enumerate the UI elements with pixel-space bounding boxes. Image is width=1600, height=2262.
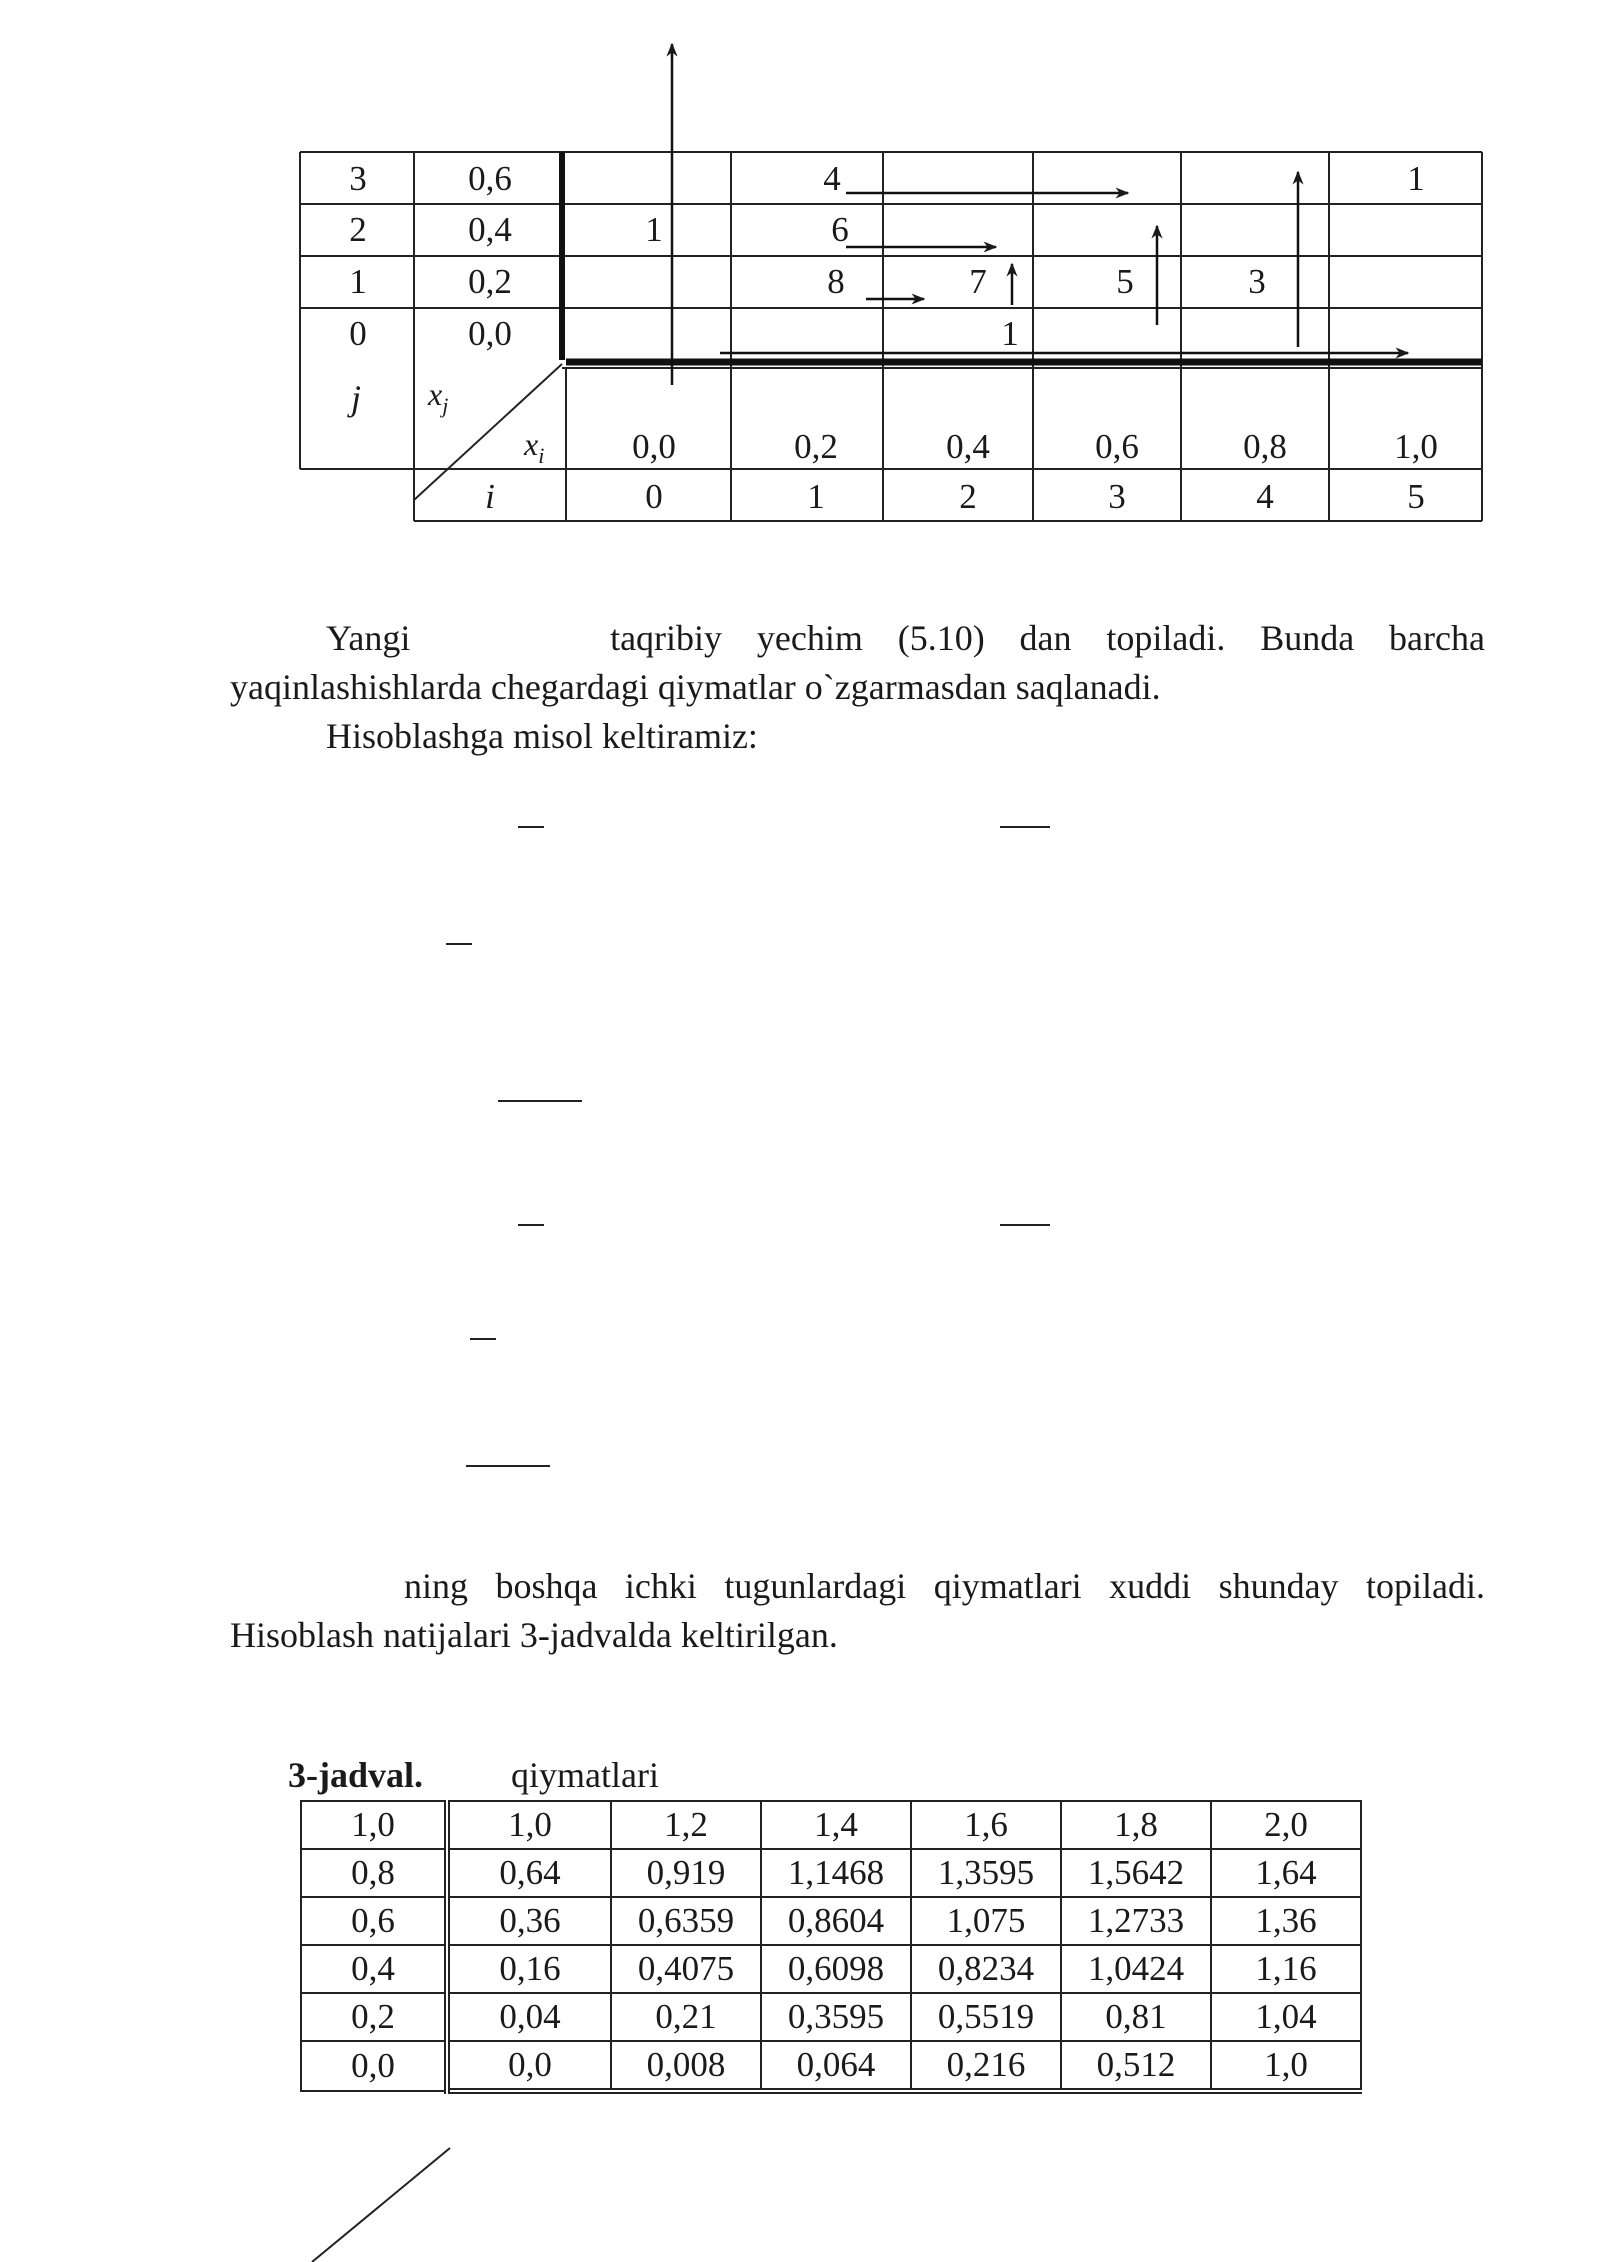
table-cell: 1,2733 — [1061, 1897, 1211, 1945]
row-xj-label: 0,4 — [468, 210, 512, 249]
row-label: 0,6 — [301, 1897, 447, 1945]
fraction-bar — [1000, 1224, 1050, 1226]
table-caption-text: qiymatlari — [511, 1755, 659, 1795]
row-xj-label: 0,2 — [468, 262, 512, 301]
order-number: 3 — [1248, 262, 1266, 301]
word: tugunlardagi — [724, 1566, 907, 1606]
table-cell: 1,0 — [1211, 2041, 1361, 2091]
order-number: 1 — [645, 210, 663, 249]
table-cell: 0,512 — [1061, 2041, 1211, 2091]
paragraph-3-line-2: Hisoblash natijalari 3-jadvalda keltirilgan. — [230, 1615, 838, 1655]
row-label: 1,0 — [301, 1801, 447, 1849]
row-j-label: 3 — [349, 159, 367, 198]
order-number: 5 — [1116, 262, 1134, 301]
word: topiladi. — [1106, 618, 1226, 658]
table-cell: 0,3595 — [761, 1993, 911, 2041]
word: ning — [404, 1566, 469, 1606]
xi-value: 0,0 — [632, 427, 676, 466]
table-cell: 0,008 — [611, 2041, 761, 2091]
table-cell: 0,0 — [447, 2041, 611, 2091]
table-cell: 1,6 — [911, 1801, 1061, 1849]
i-value: 0 — [645, 477, 663, 516]
table-cell: 0,4075 — [611, 1945, 761, 1993]
table-row — [301, 1945, 1361, 1993]
table-cell: 0,6098 — [761, 1945, 911, 1993]
row-label: 0,0 — [301, 2041, 447, 2091]
xi-axis-label: $x_i$ — [524, 426, 545, 468]
order-number: 8 — [827, 262, 845, 301]
fraction-bar — [446, 943, 472, 945]
word: ichki — [624, 1566, 697, 1606]
table-cell: 0,216 — [911, 2041, 1061, 2091]
xi-value: 1,0 — [1394, 427, 1438, 466]
word: boshqa — [495, 1566, 598, 1606]
table-cell: 0,8234 — [911, 1945, 1061, 1993]
word: Yangi — [326, 618, 411, 658]
j-axis-label: j — [350, 378, 362, 418]
xi-value: 0,6 — [1095, 427, 1139, 466]
table-cell: 0,5519 — [911, 1993, 1061, 2041]
row-label: 0,2 — [301, 1993, 447, 2041]
word: taqribiy — [610, 618, 723, 658]
corner-diagonal-line — [312, 2148, 450, 2262]
table-cell: 0,8604 — [761, 1897, 911, 1945]
table-cell: 0,6359 — [611, 1897, 761, 1945]
row-j-label: 2 — [349, 210, 367, 249]
table-cell: 1,0424 — [1061, 1945, 1211, 1993]
i-value: 3 — [1108, 477, 1126, 516]
table-cell: 1,8 — [1061, 1801, 1211, 1849]
fraction-bar — [498, 1100, 582, 1102]
row-j-label: 0 — [349, 314, 367, 353]
xi-value: 0,8 — [1243, 427, 1287, 466]
table-cell: 0,04 — [447, 1993, 611, 2041]
fraction-bar — [1000, 826, 1050, 828]
word: dan — [1019, 618, 1072, 658]
i-value: 5 — [1407, 477, 1425, 516]
word: shunday — [1218, 1566, 1339, 1606]
table-cell: 0,21 — [611, 1993, 761, 2041]
table-cell: 0,64 — [447, 1849, 611, 1897]
paragraph-3 — [230, 1562, 1485, 1660]
word: xuddi — [1109, 1566, 1192, 1606]
word: barcha — [1389, 618, 1485, 658]
fraction-bar — [470, 1338, 496, 1340]
table-cell: 1,1468 — [761, 1849, 911, 1897]
table-row — [301, 2041, 1361, 2091]
order-number: 1 — [1407, 159, 1425, 198]
table-row — [301, 1993, 1361, 2041]
fraction-bar — [518, 826, 544, 828]
traversal-arrows — [672, 44, 1408, 385]
word: (5.10) — [897, 618, 985, 658]
grid-diagram — [0, 0, 1600, 560]
i-value: 1 — [807, 477, 825, 516]
table-cell: 1,16 — [1211, 1945, 1361, 1993]
table-cell: 0,16 — [447, 1945, 611, 1993]
table-cell: 0,919 — [611, 1849, 761, 1897]
word: yechim — [756, 618, 863, 658]
paragraph-1 — [230, 614, 1485, 761]
table-row — [301, 1801, 1361, 1849]
i-value: 2 — [959, 477, 977, 516]
table-corner-diagonal — [0, 2130, 1600, 2262]
xj-axis-label: $x_j$ — [428, 376, 449, 418]
fraction-bar — [518, 1224, 544, 1226]
row-xj-label: 0,0 — [468, 314, 512, 353]
table-cell: 1,04 — [1211, 1993, 1361, 2041]
paragraph-1-line-2: yaqinlashishlarda chegardagi qiymatlar o`zgarmasdan saqlanadi. — [230, 667, 1161, 707]
row-j-label: 1 — [349, 262, 367, 301]
order-number: 4 — [823, 159, 841, 198]
fraction-bar — [466, 1465, 550, 1467]
table-cell: 1,36 — [1211, 1897, 1361, 1945]
table-cell: 0,81 — [1061, 1993, 1211, 2041]
results-table — [300, 1800, 1362, 2094]
word: Bunda — [1260, 618, 1355, 658]
table-cell: 1,2 — [611, 1801, 761, 1849]
table-cell: 1,0 — [447, 1801, 611, 1849]
table-cell: 1,075 — [911, 1897, 1061, 1945]
word: qiymatlari — [933, 1566, 1082, 1606]
order-number: 7 — [969, 262, 987, 301]
xi-value: 0,2 — [794, 427, 838, 466]
word: topiladi. — [1366, 1566, 1485, 1606]
order-number: 6 — [831, 210, 849, 249]
table-cell: 2,0 — [1211, 1801, 1361, 1849]
i-axis-label: i — [485, 477, 495, 516]
table-cell: 1,3595 — [911, 1849, 1061, 1897]
row-label: 0,4 — [301, 1945, 447, 1993]
i-value: 4 — [1256, 477, 1274, 516]
table-row — [301, 1849, 1361, 1897]
table-cell: 1,5642 — [1061, 1849, 1211, 1897]
table-caption-label: 3-jadval. — [288, 1755, 423, 1795]
table-cell: 0,36 — [447, 1897, 611, 1945]
row-label: 0,8 — [301, 1849, 447, 1897]
row-xj-label: 0,6 — [468, 159, 512, 198]
paragraph-2: Hisoblashga misol keltiramiz: — [326, 716, 758, 756]
table-cell: 0,064 — [761, 2041, 911, 2091]
table-cell: 1,64 — [1211, 1849, 1361, 1897]
table-cell: 1,4 — [761, 1801, 911, 1849]
order-number: 1 — [1001, 314, 1019, 353]
table-row — [301, 1897, 1361, 1945]
table-caption — [288, 1752, 659, 1798]
xi-value: 0,4 — [946, 427, 990, 466]
